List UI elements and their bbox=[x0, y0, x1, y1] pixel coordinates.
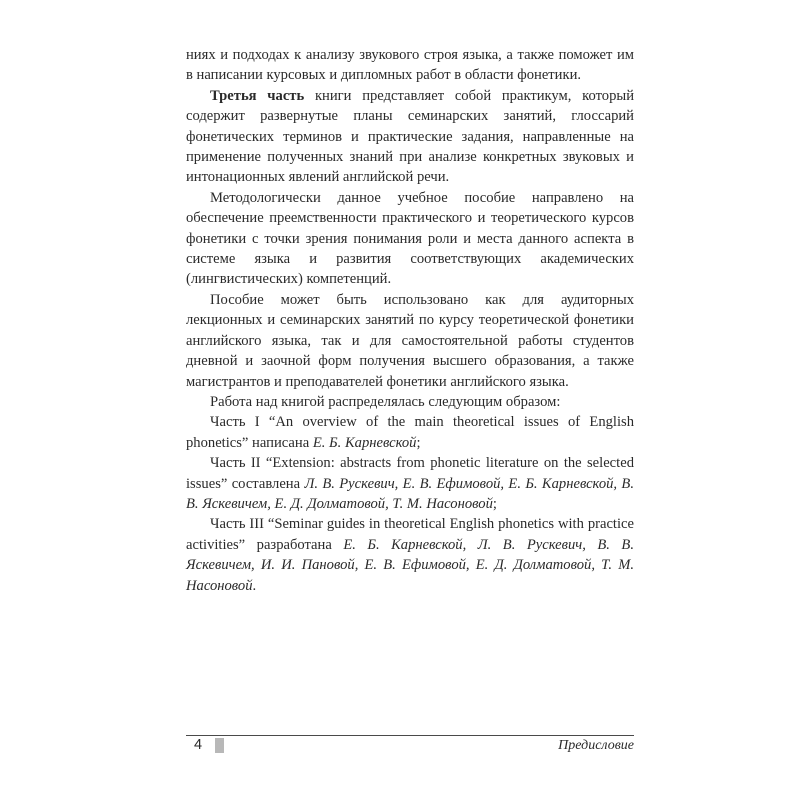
running-title: Предисловие bbox=[558, 738, 634, 753]
punctuation: ; bbox=[492, 495, 497, 512]
author-names: Е. Б. Карневской, Л. В. Рускевич, В. В. Яскевичем, И. И. Пановой, Е. В. Ефимовой, Е. Д. Долматовой, Т. М. Насоновой bbox=[186, 536, 634, 594]
paragraph-work-distribution: Работа над книгой распределялась следующим образом: bbox=[210, 393, 561, 410]
paragraph-part-two bbox=[186, 453, 634, 514]
paragraph-text: Часть III “Seminar guides in theoretical English phonetics with practice activities” разработана bbox=[186, 516, 634, 553]
paragraph-part-one bbox=[186, 412, 634, 453]
paragraph-continuation: ниях и подходах к анализу звукового строя языка, а также поможет им в написании курсовых и дипломных работ в области фонетики. bbox=[186, 47, 634, 84]
paragraph-text: Часть II “Extension: abstracts from phonetic literature on the selected issues” составлена bbox=[186, 455, 634, 492]
author-names: Е. Б. Карневской bbox=[312, 434, 417, 451]
paragraph-third-part bbox=[186, 86, 634, 188]
author-names: Л. В. Рускевич, Е. В. Ефимовой, Е. Б. Карневской, В. В. Яскевичем, Е. Д. Долматовой, Т. М. Насоновой bbox=[186, 475, 634, 512]
footer-marker-bar bbox=[215, 738, 224, 753]
paragraph-text: Часть I “An overview of the main theoretical issues of English phonetics” написана bbox=[186, 414, 634, 451]
paragraph-part-three bbox=[186, 514, 634, 596]
paragraph-usage: Пособие может быть использовано как для аудиторных лекционных и семинарских занятий по курсу теоретической фонетики английского языка, так и для самостоятельной работы студентов дневной и заочной форм получения высшего образования, а также магистрантов и преподавателей фонетики английского языка. bbox=[186, 291, 634, 390]
punctuation: ; bbox=[416, 434, 421, 451]
paragraph-methodology: Методологически данное учебное пособие направлено на обеспечение преемственности практического и теоретического курсов фонетики с точки зрения понимания роли и места данного аспекта в системе языка и развития соответствующих академических (лингвистических) компетенций. bbox=[186, 189, 634, 288]
page-number: 4 bbox=[194, 737, 203, 753]
punctuation: . bbox=[252, 577, 257, 594]
bold-lead-term: Третья часть bbox=[210, 87, 305, 104]
paragraph-text: книги представляет собой практикум, который содержит развернутые планы семинарских занятий, глоссарий фонетических терминов и практические задания, направленные на применение полученных знаний при анализе конкретных звуковых и интонационных явлений английской речи. bbox=[186, 87, 635, 186]
main-text bbox=[186, 45, 634, 596]
